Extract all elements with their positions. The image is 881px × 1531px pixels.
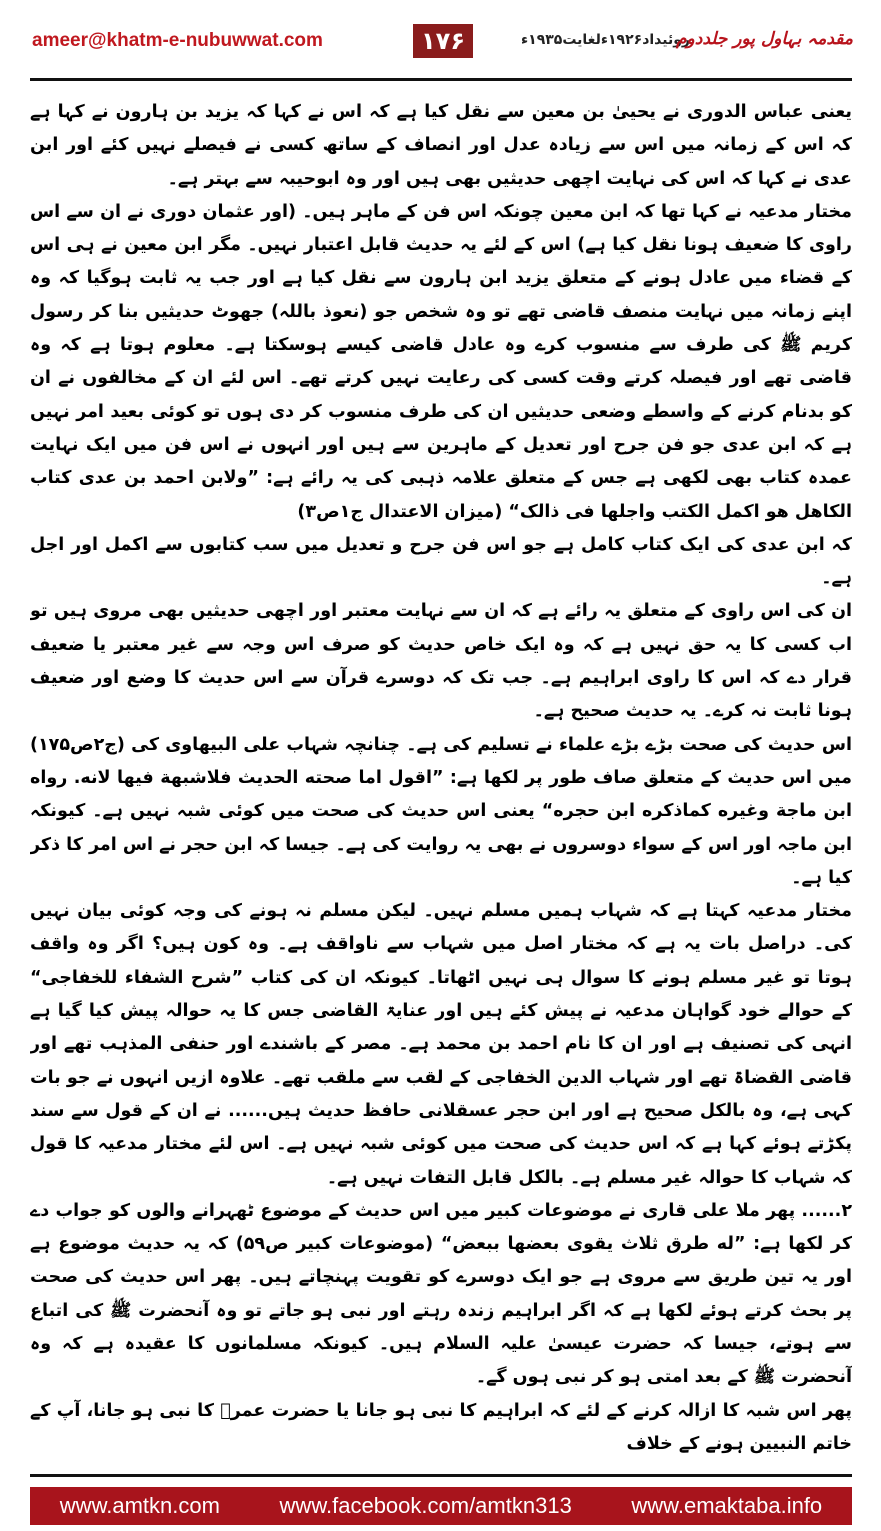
paragraph-5: اس حدیث کی صحت بڑے بڑے علماء نے تسلیم کی ہے۔ چنانچہ شہاب علی البیھاوی کی (ج۲ص۱۷۵) میں اس حدیث کے متعلق صاف طور پر لکھا ہے: ”اقول اما صحته الحدیث فلاشبهة فیها لانه. رواه ابن ماجة وغیره کماذکره ابن حجره“ یعنی اس حدیث کی صحت میں کوئی شبہ نہیں ہے۔ کیونکہ ابن ماجہ اور اس کے سواء دوسروں نے بھی یہ روایت کی ہے۔ جیسا کہ ابن حجر نے اس امر کا ذکر کیا ہے۔ [30,734,852,888]
paragraph-3: کہ ابن عدی کی ایک کتاب کامل ہے جو اس فن جرح و تعدیل میں سب کتابوں سے اکمل اور اجل ہے۔ [30,534,852,589]
paragraph-1: یعنی عباس الدوری نے یحییٰ بن معین سے نقل کیا ہے کہ اس نے کہا کہ یزید بن ہارون نے کہا ہے کہ اس کے زمانہ میں اس سے زیادہ عدل اور انصاف کے ساتھ کسی نے فیصلے نہیں کئے اور ابن عدی نے کہا کہ اس کی نہایت اچھی حدیثیں بھی ہیں اور وہ ابوحیبہ سے بہتر ہے۔ [30,102,852,189]
page-number: ۱۷۶ [413,24,473,58]
paragraph-7: ۲...... پھر ملا علی قاری نے موضوعات کبیر میں اس حدیث کے موضوع ٹھہرانے والوں کو جواب دے کر لکھا ہے: ”له طرق ثلاث یقوی بعضها ببعض“ (موضوعات کبیر ص۵۹) کہ یہ حدیث موضوع ہے اور یہ تین طریق سے مروی ہے جو ایک دوسرے کو تقویت پہنچاتے ہیں۔ پھر اس حدیث کی صحت پر بحث کرتے ہوئے لکھا ہے کہ اگر ابراہیم زندہ رہتے اور نبی ہو جاتے تو وہ آنحضرت ﷺ کی اتباع سے ہوتے، جیسا کہ حضرت عیسیٰ علیہ السلام ہیں۔ کیونکہ مسلمانوں کا عقیدہ ہے کہ وہ آنحضرت ﷺ کے بعد امتی ہو کر نبی ہوں گے۔ [30,1200,852,1388]
paragraph-6: مختار مدعیہ کہتا ہے کہ شہاب ہمیں مسلم نہیں۔ لیکن مسلم نہ ہونے کی وجہ کوئی بیان نہیں کی۔ دراصل بات یہ ہے کہ مختار اصل میں شہاب سے ناواقف ہے۔ وہ کون ہیں؟ اگر وہ واقف ہوتا تو غیر مسلم ہونے کا سوال ہی نہیں اٹھاتا۔ کیونکہ ان کی کتاب ”شرح الشفاء للخفاجی“ کے حوالے خود گواہان مدعیہ نے پیش کئے ہیں اور عنایۃ القاضی جس کا یہ حوالہ پیش کیا گیا ہے انہی کی تصنیف ہے اور ان کا نام احمد بن محمد ہے۔ مصر کے باشندے اور حنفی المذہب تھے اور قاضی القضاۃ تھے اور شہاب الدین الخفاجی کے لقب سے ملقب تھے۔ علاوہ ازیں انہوں نے جو بات کہی ہے، وہ بالکل صحیح ہے اور ابن حجر عسقلانی حافظ حدیث ہیں...... نے ان کے قول سے سند پکڑتے ہوئے کہا ہے کہ اس حدیث کی صحت میں کوئی شبہ نہیں ہے۔ اس لئے مختار مدعیہ کا قول کہ شہاب کا حوالہ غیر مسلم ہے۔ بالکل قابل التفات نہیں ہے۔ [30,901,852,1188]
footer-link-emaktaba[interactable]: www.emaktaba.info [631,1493,823,1518]
header-subtitle: روئیداد۱۹۲۶ءلغایت۱۹۳۵ء [520,32,690,48]
footer-bar [30,1487,852,1525]
page-content [30,96,852,1464]
page-header [0,0,881,78]
footer-divider [30,1474,852,1477]
header-divider [30,78,852,81]
book-title: مقدمہ بہاول پور جلددوم [676,29,853,49]
footer-link-amtkn[interactable]: www.amtkn.com [59,1493,220,1518]
paragraph-2: مختار مدعیہ نے کہا تھا کہ ابن معین چونکہ اس فن کے ماہر ہیں۔ (اور عثمان دوری نے ان سے اس راوی کا ضعیف ہونا نقل کیا ہے) اس کے لئے یہ حدیث قابل اعتبار نہیں۔ مگر ابن معین نے ہی اس کے قضاء میں عادل ہونے کے متعلق یزید ابن ہارون سے نقل کیا ہے اور جب یہ ثابت ہوگیا کہ وہ اپنے زمانہ میں نہایت منصف قاضی تھے تو وہ شخص جو (نعوذ باللہ) جھوٹ حدیثیں بنا کر رسول کریم ﷺ کی طرف سے منسوب کرے وہ عادل قاضی کیسے ہوسکتا ہے۔ معلوم ہوتا ہے کہ وہ قاضی تھے اور فیصلہ کرتے وقت کسی کی رعایت نہیں کرتے تھے۔ اس لئے ان کے مخالفوں نے ان کو بدنام کرنے کے واسطے وضعی حدیثیں ان کی طرف منسوب کر دی ہوں تو کوئی بعید امر نہیں ہے کہ ابن عدی جو فن جرح اور تعدیل کے ماہرین سے ہیں اور انہوں نے اس فن میں ایک نہایت عمدہ کتاب بھی لکھی ہے جس کے متعلق علامہ ذہبی کی یہ رائے ہے: ”ولابن احمد بن عدی کتاب الکاهل هو اکمل الکتب واجلها فی ذالک“ (میزان الاعتدال ج۱ص۳) [30,201,852,522]
footer-link-facebook[interactable]: www.facebook.com/amtkn313 [279,1493,572,1518]
paragraph-4: ان کی اس راوی کے متعلق یہ رائے ہے کہ ان سے نہایت معتبر اور اچھی حدیثیں بھی مروی ہیں تو اب کسی کا یہ حق نہیں ہے کہ وہ ایک خاص حدیث کو صرف اس وجہ سے غیر معتبر یا ضعیف قرار دے کہ اس کا راوی ابراہیم ہے۔ جب تک کہ دوسرے قرآن سے اس حدیث کا وضع اور ضعیف ہونا ثابت نہ کرے۔ یہ حدیث صحیح ہے۔ [30,601,852,722]
paragraph-8: پھر اس شبہ کا ازالہ کرنے کے لئے کہ ابراہیم کا نبی ہو جانا یا حضرت عمرؓ کا نبی ہو جانا، آپ کے خاتم النبیین ہونے کے خلاف [30,1400,852,1454]
email-address[interactable]: ameer@khatm-e-nubuwwat.com [32,30,323,51]
